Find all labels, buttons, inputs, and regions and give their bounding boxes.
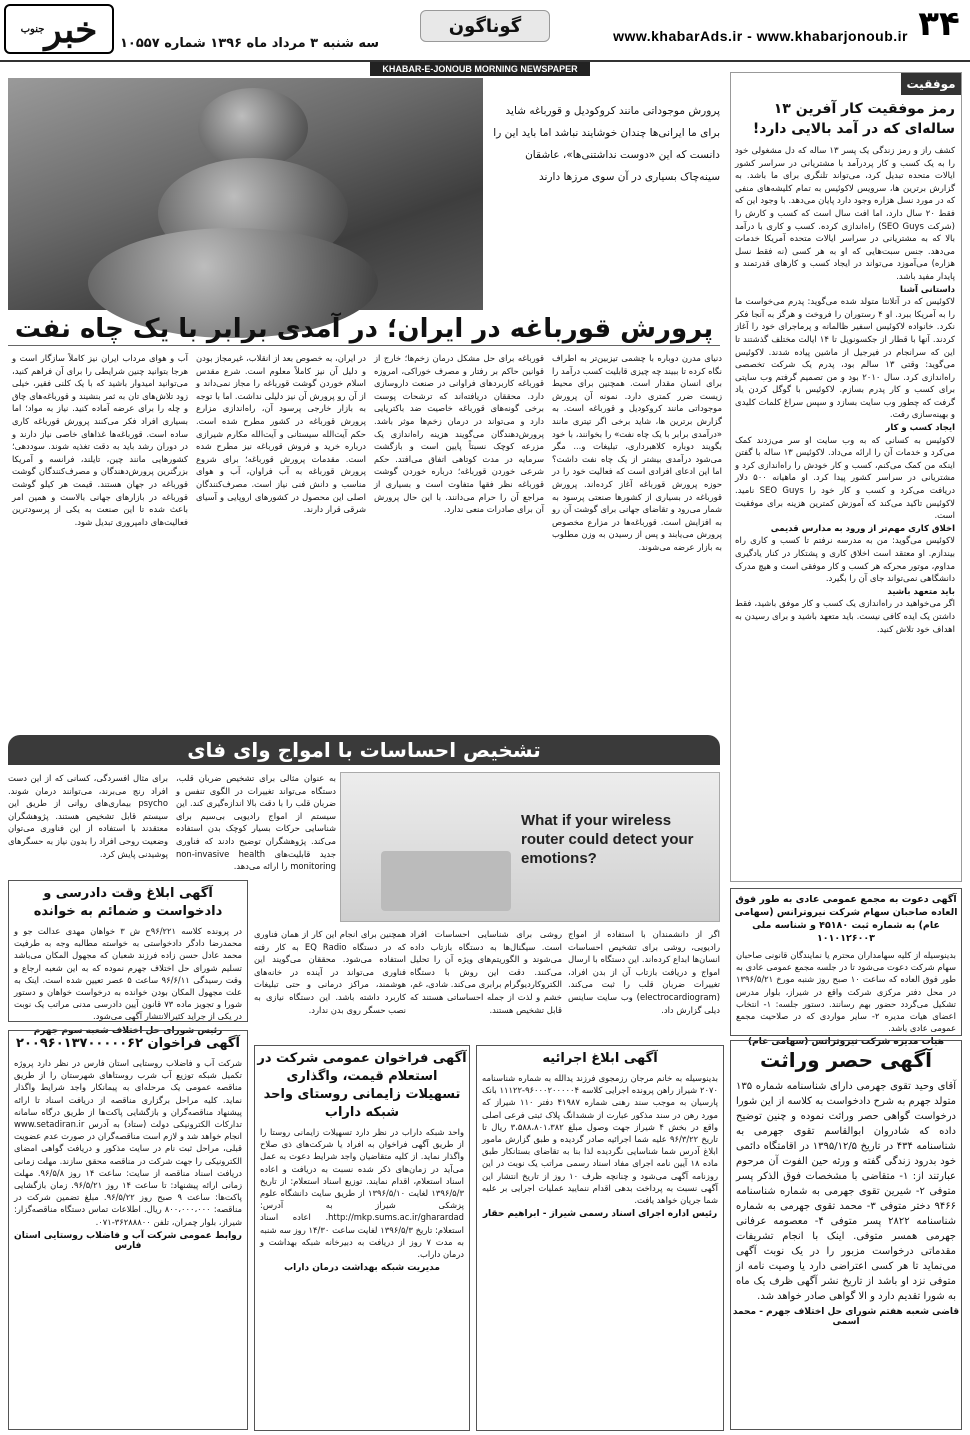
ad-inheritance-title: آگهی حصر وراثت [760,1048,932,1072]
ad-darab-inquiry-signature: مدیریت شبکه بهداشت درمان داراب [284,1263,440,1274]
success-column [730,72,962,882]
ad-inheritance-signature: قاضی شعبه هفتم شورای حل اختلاف جهرم - محمد اسمی [732,1307,960,1327]
ad-inheritance-body: آقای وحید تقوی جهرمی دارای شناسنامه شماره ۱۳۵ متولد جهرم به شرح دادخواست به کلاسه از این شورا درخواست گواهی حصر وراثت نموده و چنین توضیح داده که شادروان ابوالقاسم تقوی جهرمی به شناسنامه ۴۳۴ در تاریخ ۱۳۹۵/۱۲/۵ در اقامتگاه دائمی خود بدرود زندگی گفته و ورثه حین الفوت آن مرحوم عبارتند از: ۱- متقاضی با مشخصات فوق الذکر پسر متوفی ۲- شیرین تقوی جهرمی به شماره شناسنامه ۹۴۶۶ دختر متوفی ۳- محمد تقوی جهرمی به شماره شناسنامه ۲۸۲۲ پسر متوفی ۴- معصومه عرفانی جهرمی همسر متوفی. اینک با انجام تشریفات مقدماتی درخواست مزبور را در یک نوبت آگهی می‌نماید تا هر کسی اعتراضی دارد یا وصیت نامه از متوفی نزد او باشد از تاریخ نشر آگهی ظرف یک ماه به شورا تقدیم دارد و الا گواهی صادر خواهد شد. [736,1081,956,1302]
ad-inheritance [730,1040,962,1430]
logo-subtext: جنوب [20,24,45,35]
newspaper-logo [4,4,114,54]
frog-top [198,88,308,168]
article-column-3: در ایران، به خصوص بعد از انقلاب، غیرمجاز بودن و دلیل آن نیز کاملاً معلوم است. شرع مقدس اسلام خوردن گوشت قورباغه را مجاز نمی‌داند و از آن رو پرورش آن نیز دلیلی نداشت. اما با توجه به بازار خارجی پرسود آن، راه‌اندازی مزارع پرورش قورباغه در کشور مطرح شده است. حکم آیت‌الله سیستانی و آیت‌الله مکارم شیرازی درباره خرید و فروش قورباغه نیز مطرح شده است. مقدمات پرورش قورباغه؛ برای شروع پرورش قورباغه به آب فراوان، آب و هوای مناسب و دانش فنی نیاز است. مصرف‌کنندگان اصلی این محصول در کشورهای اروپایی و آسیای شرقی قرار دارند. [196,353,366,515]
success-body [735,145,955,875]
success-intro: کشف راز و رمز زندگی یک پسر ۱۳ ساله که دل مشغولی خود را به یک کسب و کار پردرآمد با مشتریانی در سراسر کشور ایالات متحده تبدیل کرد، می‌تواند تلنگری برای ما باشد. به گزارش برترین ها، سرویس لاکوئیس به تمام کلیشه‌های منفی که در مورد نسل هزاره وجود دارد پایان می‌دهد. با وجود این که فقط ۲۰ سال دارد، اما افت سال است که کسب و کارش را (شرکت SEO Guys) راه‌اندازی کرده. کسب و کاری با درآمد بالا که به مشتریانی در سراسر ایالات متحده آمریکا خدمات می‌دهد. جنس سبت‌هایی که او به هر کسی (نه فقط نسل هزاره) می‌آموزد می‌تواند در ایجاد کسب و کارهای قدرتمند و پایدار مفید باشد. [735,146,956,282]
ad-execution-notice [476,1045,724,1431]
morning-strip: KHABAR-E-JONOUB MORNING NEWSPAPER [370,62,590,76]
success-title: رمز موفقیت کار آفرین ۱۳ ساله‌ای که در آمد بالایی دارد! [752,101,955,137]
subheading-familiar-story: داستانی آشنا [900,284,955,295]
wifi-illustration [340,772,720,922]
article-headline: پرورش قورباغه در ایران؛ در آمدی برابر با یک چاه نفت [8,312,720,346]
wifi-column-4: روشی برای شناسایی احساسات افراد است. سیگنال‌ها به دستگاه بازتاب داده می‌شوند و الگوریتم‌های ویژه آن را تحلیل می‌کنند. دقت این روش با دستگاه الکتروکاردیوگرام برابری می‌کند. شادی، غم، خشم و لذت از جمله احساساتی هستند که قابل تشخیص هستند. [410,929,562,1015]
subheading-business: ایجاد کسب و کار [885,423,955,434]
ad-execution-notice-body: بدینوسیله به خانم مرجان رزمجوی فرزند یدالله به شماره شناسنامه ۲۰۷۰ شیراز راهن پرونده اجرایی کلاسه ۹۶۰۰۰۲۰۰۰۰۰۴-۱۱۱۲۲ بانک پارسیان به موجب سند رهنی شماره ۴۱۹۸۷ دفتر ۱۱۰ شیراز که مورد رهن در سند مذکور عبارت از ششدانگ پلاک ثبتی فرعی اصلی واقع در بخش ۴ شیراز جهت وصول مبلغ ۳،۵۸۸،۸۰۱،۳۸۲ ریال تا تاریخ ۹۶/۳/۲۲ علیه شما اجرائیه صادر گردیده و طبق گزارش مامور ابلاغ آدرس شما شناسایی نگردیده لذا بنا به تقاضای بستانکار طبق ماده ۱۸ آیین نامه اجرای مفاد اسناد رسمی مراتب یک نوبت در این روزنامه آگهی می‌شود و چنانچه ظرف ۱۰ روز از تاریخ انتشار این آگهی نسبت به پرداخت بدهی اقدام ننمایید عملیات اجرایی بر علیه شما جریان خواهد یافت. [482,1073,719,1206]
success-tab: موفقیت [901,73,961,95]
ad-tender-call-signature: روابط عمومی شرکت آب و فاضلاب روستایی استان فارس [14,1230,242,1251]
success-para-2: لاکوئیس به کسانی که به وب سایت او سر می‌زدند کمک می‌کرد و خدمات آن را ارائه می‌داد. لاکوئیس ۱۳ ساله با گفتن اینکه من کمک می‌کنم، کسب و کار خودش را راه‌اندازی کرد و مشتریانی در سراسر کشور پیدا کرد. او ماهیانه ۵۰۰ دلار دریافت می‌کرد و کسب و کار خود را SEO Guys نامید. لاکوئیس تاکید می‌کند که آموزش کمترین هزینه برای موفقیت است. [735,435,956,522]
article-column-2: قورباغه برای حل مشکل درمان زخم‌ها؛ خارج از قوانین حاکم بر رفتار و مصرف خوراکی، امروزه قورباغه کاربردهای فراوانی در صنعت داروسازی دارد. محققان دریافته‌اند که ترشحات پوست برخی گونه‌های قورباغه خاصیت ضد باکتریایی دارد و می‌تواند در درمان زخم‌ها موثر باشد. پرورش‌دهندگان می‌گویند هزینه راه‌اندازی یک مزرعه کوچک نسبتاً پایین است و بازگشت سرمایه در مدت کوتاهی اتفاق می‌افتد. حکم شرعی خوردن قورباغه؛ درباره خوردن گوشت قورباغه نظر فقها متفاوت است و بسیاری از مراجع آن را حرام می‌دانند. با این حال پرورش آن برای صادرات منعی ندارد. [374,353,544,515]
article-column-4: آب و هوای مرداب ایران نیز کاملاً سازگار است و هرجا بتوانید چنین شرایطی را برای آن فراهم کنید، می‌توانید امیدوار باشید که با یک کلنی فقیر، خیلی زود تلاش‌های تان به ثمر بنشیند و قورباغه‌های چاق و چله را برای عرضه آماده کنید. نیاز به مواد؛ اما بسیاری افراد فکر می‌کنند پرورش قورباغه کاری ساده است. قورباغه‌ها غذاهای خاصی نیاز دارند و در دوران رشد باید به دقت تغذیه شوند. سوددهی؛ کشورهایی مانند چین، تایلند، فرانسه و آمریکا بزرگترین پرورش‌دهندگان و مصرف‌کنندگان گوشت قورباغه در جهان هستند. قیمت هر کیلو گوشت قورباغه در بازارهای جهانی بالاست و همین امر باعث شده تا این صنعت به یکی از پرسودترین فعالیت‌های دامپروری تبدیل شود. [12,353,188,527]
success-para-1: لاکوئیس که در آتلانتا متولد شده می‌گوید: پدرم می‌خواست ما را به آمریکا ببرد. او ۴ رستوران را فروخت و هرگز به آنجا فکر نکرد. خانواده لاکوئیس اسفیر ظالمانه و پرماجرای خود را آغاز کردند. آنها با قطار از جکسونویل تا ۱۴ ایالت مختلف گذشتند تا این که سرانجام در فیرجیل از ماشین پیاده شدند. لاکوئیس می‌گوید: وقتی ۱۳ سالم بود، پدرم یک شرکت تخصصی راه‌اندازی کرد. سال ۲۰۱۰ بود و من تصمیم گرفتم وب سایتی برای کسب و کار پدرم بسازم. لاکوئیس با گوگل کردن یاد گرفت که چطور وب سایت بسازد و سپس سراغ کلمات کلیدی و بهینه‌سازی رفت. [735,297,956,421]
subheading-committed: باید متعهد باشید [887,586,955,597]
logo-text: خبر [44,9,98,51]
ad-shareholder-meeting-signature: هیات مدیره شرکت نیروترانس (سهامی عام) [748,1037,944,1048]
article-lead: پرورش موجوداتی مانند کروکودیل و قورباغه شاید برای ما ایرانی‌ها چندان خوشایند نباشد اما باید این را دانست که این «دوست نداشتنی‌ها»، عاشقان سینه‌چاک بسیاری در آن سوی مرزها دارند [493,105,720,183]
ad-court-summons-body: در پرونده کلاسه ۹۶/۲۲۱ح ش ۳ خواهان مهدی عدالت جو و محمدرضا دادگر دادخواستی به خواسته مطالبه وجه به طرفیت محمد عادل حسن زاده فرزند شعبان که مجهول المکان می‌باشد تسلیم شورای حل اختلاف جهرم نموده که به این شعبه ارجاع و وقت رسیدگی ۹۶/۶/۱۱ ساعت ۵ عصر تعیین شده است. اینک به علت مجهول المکان بودن خوانده به درخواست خواهان و دستور شورا و تجویز ماده ۷۳ قانون آیین دادرسی مدنی مراتب یک نوبت در یکی از جراید کثیرالانتشار آگهی می‌شود. [14,926,242,1022]
dateline: سه شنبه ۳ مرداد ماه ۱۳۹۶ شماره ۱۰۵۵۷ [120,36,380,51]
wifi-column-3: اگر از دانشمندان با استفاده از امواج رادیویی، روشی برای تشخیص احساسات انسان‌ها ابداع کرده‌اند. این دستگاه با ارسال امواج و دریافت بازتاب آن از بدن افراد، تغییرات ضربان قلب را ثبت می‌کند. (electrocardiogram) وب سایت ساینس دیلی گزارش داد. [568,929,720,1015]
ad-execution-notice-signature: رئیس اداره اجرای اسناد رسمی شیراز - ابراهیم حقار [482,1209,718,1220]
frog-photo [8,78,483,310]
masthead [0,0,970,62]
ad-shareholder-meeting-body: بدینوسیله از کلیه سهامداران محترم یا نمایندگان قانونی صاحبان سهام شرکت دعوت می‌شود تا در جلسه مجمع عمومی عادی به طور فوق العاده که ساعت ۱۰ صبح روز شنبه مورخ ۱۳۹۶/۵/۲۱ در محل دفتر مرکزی شرکت واقع در شیراز، بلوار مدرس تشکیل می‌گردد حضور بهم رسانند. دستور جلسه: ۱- انتخاب اعضای هیات مدیره ۲- سایر مواردی که در صلاحیت مجمع عمومی عادی باشد. [736,950,957,1034]
ad-court-summons-signature: رئیس شورای حل اختلاف شعبه سوم جهرم [33,1025,223,1036]
router-icon [381,851,511,911]
wifi-column-2: به عنوان مثالی برای تشخیص ضربان قلب، دستگاه می‌تواند تغییرات در الگوی تنفس و ضربان قلب را با دقت بالا اندازه‌گیری کند. این سیستم از امواج رادیویی بی‌سیم برای شناسایی حرکات بسیار کوچک بدن استفاده می‌کند. پژوهشگران توضیح دادند که فناوری جدید قابلیت‌های non-invasive health monitoring را ارائه می‌دهد. [176,773,336,872]
section-title: گوناگون [420,10,550,42]
success-para-4: اگر می‌خواهید در راه‌اندازی یک کسب و کار موفق باشید، فقط داشتن یک ایده کافی نیست. باید متعهد باشید و برای رسیدن به اهداف خود تلاش کنید. [735,599,955,635]
ad-tender-call [8,1030,248,1430]
article-column-1: دنیای مدرن دوباره با چشمی تیزبین‌تر به اطراف نگاه کرده تا ببیند چه چیزی قابلیت کسب درآمد را برای انسان مقدار است. همچنین برای محیط زیست ضرر کمتری دارد. نمونه آن پرورش موجوداتی مانند کروکودیل و قورباغه است. به گزارش برترین ها، شاید برخی اگر تیتری مانند «درآمدی برابر با یک چاه نفت» را بخوانند، با خود بگویند دوباره کلاهبرداری، تبلیغات و... مگر می‌شود درآمدی بیشتر از یک چاه نفت داشت؟ اما این ادعای افرادی است که فعالیت خود را در حوزه پرورش قورباغه آغاز کرده‌اند. پرورش قورباغه در بسیاری از کشورها صنعتی پرسود به شمار می‌رود و تقاضای جهانی برای گوشت آن رو به افزایش است. قورباغه‌ها در مزارع مخصوص پرورش می‌یابند و پس از رسیدن به وزن مطلوب به بازار عرضه می‌شوند. [552,353,722,552]
ad-court-summons [8,880,248,1036]
ad-tender-call-body: شرکت آب و فاضلاب روستایی استان فارس در نظر دارد پروژه تکمیل شبکه توزیع آب شرب روستاهای شهرستان را از طریق مناقصه عمومی یک مرحله‌ای به پیمانکار واجد شرایط واگذار نماید. کلیه مراحل برگزاری مناقصه از دریافت اسناد تا ارائه پیشنهاد مناقصه‌گران و بازگشایی پاکت‌ها از طریق درگاه سامانه تدارکات الکترونیکی دولت (ستاد) به آدرس www.setadiran.ir انجام خواهد شد و لازم است مناقصه‌گران در صورت عدم عضویت قبلی، مراحل ثبت نام در سایت مذکور و دریافت گواهی امضای الکترونیکی را جهت شرکت در مناقصه محقق سازند. مهلت زمانی دریافت اسناد مناقصه از سایت: ساعت ۱۴ روز ۹۶/۵/۸. مهلت زمانی ارائه پیشنهاد: تا ساعت ۱۴ روز ۹۶/۵/۲۱. زمان بازگشایی پاکت‌ها: ساعت ۹ صبح روز ۹۶/۵/۲۲. مبلغ تضمین شرکت در مناقصه: ۸۰۰،۰۰۰،۰۰۰ ریال. اطلاعات تماس دستگاه مناقصه‌گزار: شیراز، بلوار چمران، تلفن ۳۶۲۸۸۸۰۰-۰۷۱. [14,1058,243,1227]
ad-darab-inquiry-body: واحد شبکه داراب در نظر دارد تسهیلات زایمانی روستا را از طریق آگهی فراخوان به افراد یا شرکت‌های ذی صلاح واگذار نماید. از کلیه متقاضیان واجد شرایط دعوت به عمل می‌آید در زمان‌های ذکر شده نسبت به دریافت و اعاده اسناد استعلام، اقدام نمایند. توزیع اسناد استعلام: از تاریخ ۱۳۹۶/۵/۳ لغایت ۱۳۹۶/۵/۱۰ از طریق سایت دانشگاه علوم پزشکی شیراز به آدرس: http://mkp.sums.ac.ir/gharardad. اعاده اسناد استعلام: تاریخ ۱۳۹۶/۵/۳ لغایت ساعت ۱۴/۳۰ روز سه شنبه به مدت ۷ روز از دریافت به دبیرخانه شبکه بهداشت و درمان داراب. [260,1127,465,1260]
ad-darab-inquiry-title: آگهی فراخوان عمومی شرکت در استعلام قیمت، واگذاری تسهیلات زایمانی روستای واحد شبکه داراب [257,1051,467,1120]
ad-shareholder-meeting [730,888,962,1048]
ad-tender-call-title: آگهی فراخوان ۲۰۰۹۶۰۱۳۷۰۰۰۰۰۶۲ [16,1036,240,1051]
success-para-3: لاکوئیس می‌گوید: من به مدرسه نرفتم تا کسب و کاری راه بیندازم. او معتقد است اخلاق کاری و پشتکار در کنار یادگیری مداوم، موتور محرکه هر کسب و کار موفقی است و هیچ مدرک دانشگاهی نمی‌تواند جای آن را بگیرد. [735,536,955,585]
wifi-article-title: تشخیص احساسات با امواج وای فای [8,735,720,765]
wifi-column-1: برای مثال افسردگی، کسانی که از این دست افراد رنج می‌برند، می‌توانند درمان شوند. psycho بیماری‌های روانی از طریق این سیستم قابل تشخیص هستند. پژوهشگران معتقدند با استفاده از این فناوری می‌توان وضعیت روحی افراد را بدون نیاز به حسگرهای پوشیدنی پایش کرد. [8,773,168,859]
ad-court-summons-title: آگهی ابلاغ وقت دادرسی و دادخواست و ضمائم به خوانده [33,886,223,919]
wifi-column-5: همچنین برای انجام این کار از همان فناوری که در دستگاه EQ Radio به کار رفته استفاده می‌شود. محققان می‌گویند این فناوری می‌تواند در آینده در خانه‌های هوشمند، مراکز درمانی و حتی تبلیغات کاربرد داشته باشد. این دستگاه نیازی به نصب حسگر روی بدن ندارد. [254,929,406,1015]
subheading-work-ethic: اخلاق کاری مهم‌تر از ورود به مدارس قدیمی [770,523,955,534]
ad-darab-inquiry [254,1045,470,1431]
ad-execution-notice-title: آگهی ابلاغ اجرائیه [542,1051,658,1066]
site-urls[interactable]: www.khabarAds.ir - www.khabarjonoub.ir [613,28,908,44]
wifi-image-caption: What if your wireless router could detect your emotions? [521,812,694,867]
page-number: ۳۴ [916,4,962,44]
ad-shareholder-meeting-title: آگهی دعوت به مجمع عمومی عادی به طور فوق العاده صاحبان سهام شرکت نیروترانس (سهامی عام) به شماره ثبت ۴۵۱۸۰ و شناسه ملی ۱۰۱۰۱۲۶۰۰۳ [734,894,958,944]
